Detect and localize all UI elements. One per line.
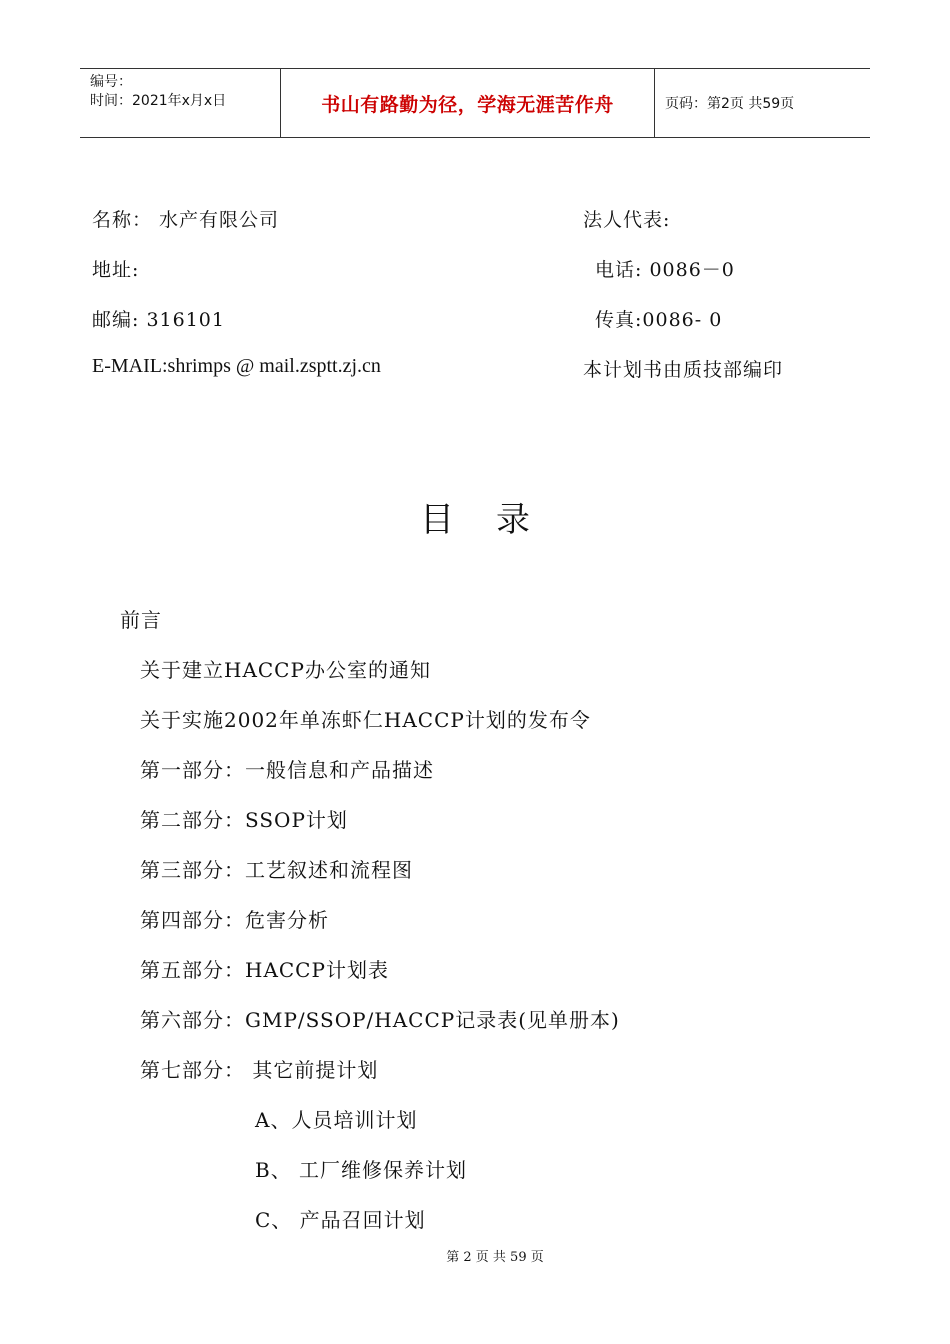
compiled-by: 本计划书由质技部编印 bbox=[583, 359, 784, 381]
company-name: 名称： 水产有限公司 bbox=[92, 209, 280, 231]
phone: 电话: 0086－0 bbox=[595, 259, 735, 281]
toc-item: 第三部分：工艺叙述和流程图 bbox=[140, 858, 413, 882]
toc-item: 关于实施2002年单冻虾仁HACCP计划的发布令 bbox=[140, 708, 591, 732]
toc-subitem: C、 产品召回计划 bbox=[255, 1208, 426, 1232]
time-label: 时间：2021年x月x日 bbox=[90, 93, 227, 109]
page-indicator: 页码：第2页 共59页 bbox=[665, 96, 795, 112]
toc-item: 第六部分：GMP/SSOP/HACCP记录表(见单册本) bbox=[140, 1008, 620, 1032]
toc-item: 关于建立HACCP办公室的通知 bbox=[140, 658, 431, 682]
toc-subitem: A、人员培训计划 bbox=[255, 1108, 418, 1132]
toc-item: 第五部分：HACCP计划表 bbox=[140, 958, 389, 982]
fax: 传真:0086- 0 bbox=[595, 309, 723, 331]
page-header bbox=[80, 68, 870, 138]
toc-subitem: B、 工厂维修保养计划 bbox=[255, 1158, 468, 1182]
page-footer: 第 2 页 共 59 页 bbox=[446, 1250, 544, 1265]
toc-item: 第二部分：SSOP计划 bbox=[140, 808, 348, 832]
motto: 书山有路勤为径，学海无涯苦作舟 bbox=[281, 69, 655, 137]
number-label: 编号： bbox=[90, 74, 132, 90]
legal-representative: 法人代表: bbox=[583, 209, 671, 231]
toc-item: 前言 bbox=[120, 608, 162, 632]
postcode: 邮编: 316101 bbox=[92, 309, 225, 331]
email: E-MAIL:shrimps @ mail.zsptt.zj.cn bbox=[92, 355, 381, 377]
toc-title: 目录 bbox=[420, 500, 572, 540]
header-meta bbox=[80, 69, 281, 137]
toc-item: 第七部分： 其它前提计划 bbox=[140, 1058, 379, 1082]
address: 地址: bbox=[92, 259, 140, 281]
toc-item: 第四部分：危害分析 bbox=[140, 908, 329, 932]
toc-item: 第一部分：一般信息和产品描述 bbox=[140, 758, 434, 782]
